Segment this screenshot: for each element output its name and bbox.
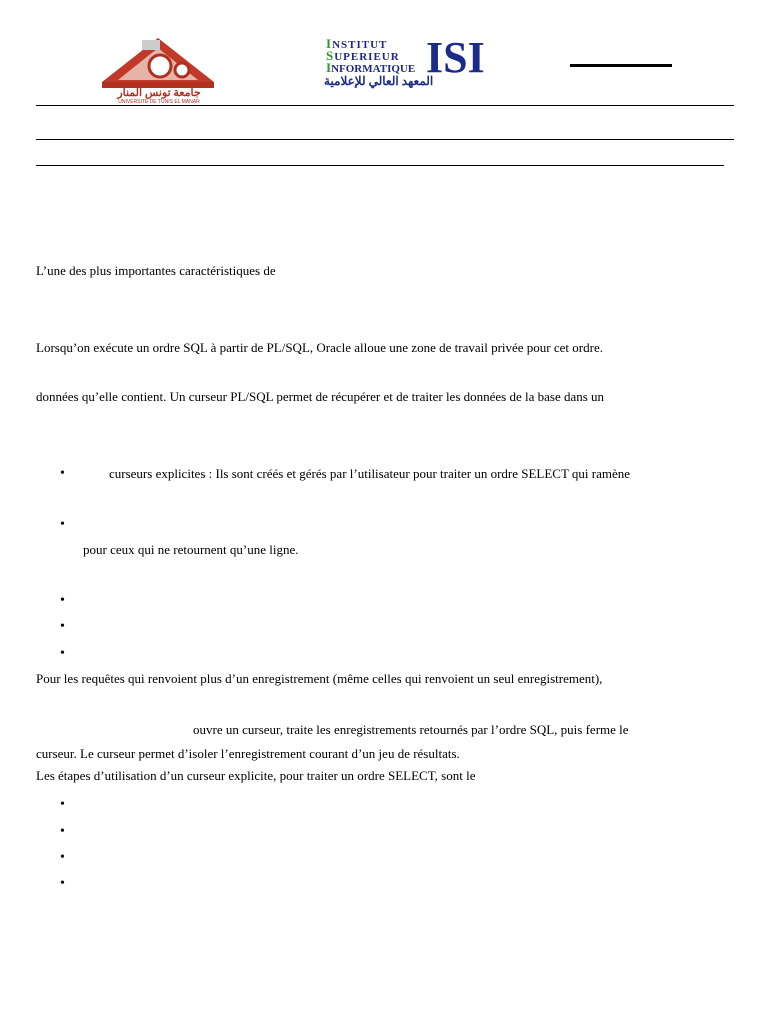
bullet-marker: • [60, 824, 65, 839]
bullet-explicit-cursors: curseurs explicites : Ils sont créés et gérés par l’utilisateur pour traiter un ordre SELECT qui ramène [109, 466, 631, 481]
bullet-marker: • [60, 593, 65, 608]
bullet-marker: • [60, 619, 65, 634]
bullet-marker: • [60, 876, 65, 891]
paragraph-multi-rows: Pour les requêtes qui renvoient plus d’un enregistrement (même celles qui renvoient un seul enregistrement), [36, 671, 603, 686]
paragraph-intro: L’une des plus importantes caractéristiques de [36, 263, 276, 278]
header-divider [36, 105, 734, 106]
bullet-marker: • [60, 517, 65, 532]
paragraph-steps: Les étapes d’utilisation d’un curseur explicite, pour traiter un ordre SELECT, sont le [36, 768, 476, 783]
isi-acronym: ISI [426, 33, 485, 82]
isi-line-2: SUPERIEUR [326, 48, 400, 63]
paragraph-cursor-def: données qu’elle contient. Un curseur PL/SQL permet de récupérer et de traiter les données de la base dans un [36, 389, 605, 404]
university-logo [98, 36, 218, 106]
title-rule-2 [36, 165, 724, 166]
bullet-marker: • [60, 850, 65, 865]
isi-logo [322, 33, 492, 98]
paragraph-sql-zone: Lorsqu’on exécute un ordre SQL à partir de PL/SQL, Oracle alloue une zone de travail privée pour cet ordre. [36, 340, 603, 355]
header-right-rule [570, 64, 672, 67]
paragraph-isolate-record: curseur. Le curseur permet d’isoler l’enregistrement courant d’un jeu de résultats. [36, 746, 460, 761]
isi-name-ar: المعهد العالي للإعلامية [324, 74, 434, 88]
isi-line-3: INFORMATIQUE [326, 60, 416, 75]
bullet-marker: • [60, 466, 65, 481]
bullet-implicit-continuation: pour ceux qui ne retournent qu’une ligne. [83, 542, 299, 557]
title-rule-1 [36, 139, 734, 140]
bullet-marker: • [60, 797, 65, 812]
university-name-ar: جامعة تونس المنار [117, 87, 201, 99]
paragraph-open-cursor: ouvre un curseur, traite les enregistrements retournés par l’ordre SQL, puis ferme le [193, 722, 629, 737]
university-name-fr: UNIVERSITE DE TUNIS EL MANAR [118, 99, 200, 105]
bullet-marker: • [60, 646, 65, 661]
isi-line-1: INSTITUT [326, 36, 388, 51]
